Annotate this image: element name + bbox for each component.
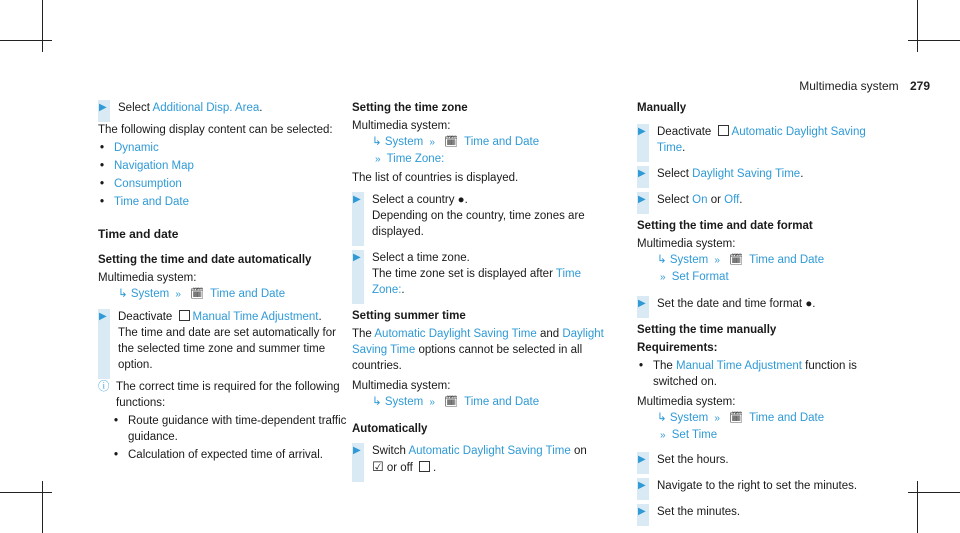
nav-hook-icon: ↳ (372, 136, 382, 148)
nav-time-and-date[interactable]: Time and Date (749, 254, 825, 266)
calendar-icon: 🗓 (444, 396, 459, 408)
step: ▶ Select Additional Disp. Area. (98, 100, 348, 116)
subsection-heading: Setting the time manually (637, 324, 777, 336)
list-item: • Consumption (100, 178, 182, 190)
header-title: Multimedia system (799, 79, 899, 93)
requirements-label: Requirements: (637, 342, 718, 354)
bullet-icon: • (114, 415, 119, 427)
calendar-icon: 🗓 (444, 136, 459, 148)
paragraph: The Automatic Daylight Saving Time and Daylight Saving Time options cannot be selected in all countries. (352, 328, 604, 372)
link-additional-disp-area[interactable]: Additional Disp. Area (152, 102, 260, 114)
arrow-icon: ▶ (99, 311, 107, 322)
nav-time-and-date[interactable]: Time and Date (464, 136, 540, 148)
page-number: 279 (909, 79, 930, 93)
arrow-icon: ▶ (353, 252, 361, 263)
subsection-heading: Setting summer time (352, 310, 466, 322)
column-3 (637, 100, 897, 526)
link-automatic-dst[interactable]: Automatic Daylight Saving Time (408, 445, 571, 457)
bullet-icon: • (639, 360, 644, 372)
nav-time-and-date[interactable]: Time and Date (464, 396, 540, 408)
list-item: • The Manual Time Adjustment function is switched on. (639, 360, 857, 388)
double-chevron-icon: » (175, 289, 181, 300)
nav-time-and-date[interactable]: Time and Date (749, 412, 825, 424)
calendar-icon: 🗓 (729, 412, 744, 424)
list-item: • Time and Date (100, 196, 189, 208)
nav-system[interactable]: System (130, 288, 170, 300)
arrow-icon: ▶ (353, 445, 361, 456)
crop-mark (917, 0, 918, 52)
step: ▶ Navigate to the right to set the minutes. (637, 478, 897, 494)
crop-mark (908, 492, 960, 493)
link-off[interactable]: Off (724, 194, 740, 206)
nav-path (637, 427, 897, 444)
crop-mark (42, 481, 43, 533)
section-heading: Time and date (98, 227, 179, 241)
nav-system[interactable]: System (669, 254, 709, 266)
paragraph: The list of countries is displayed. (352, 172, 519, 184)
arrow-icon: ▶ (638, 480, 646, 491)
step: ▶ Switch Automatic Daylight Saving Time on ☑ or off . (352, 443, 614, 476)
double-chevron-icon: » (714, 255, 720, 266)
radio-dot-icon: ● (805, 298, 813, 310)
nav-hook-icon: ↳ (657, 254, 667, 266)
column-1 (98, 100, 348, 465)
nav-set-format[interactable]: Set Format (671, 271, 729, 283)
nav-path (98, 286, 348, 303)
step: ▶ Set the hours. (637, 452, 897, 468)
page-header (799, 78, 930, 94)
nav-path (637, 410, 897, 427)
link-dst[interactable]: Daylight Saving Time (692, 168, 801, 180)
option-list (98, 140, 348, 210)
crop-mark (42, 0, 43, 52)
step: ▶ Select Daylight Saving Time. (637, 166, 897, 182)
bullet-icon: • (100, 142, 105, 154)
nav-path (637, 252, 897, 269)
checked-box-icon: ☑ (372, 459, 384, 474)
double-chevron-icon: » (429, 397, 435, 408)
subsection-heading: Setting the time zone (352, 102, 468, 114)
double-chevron-icon: » (375, 154, 381, 165)
crop-mark (0, 492, 52, 493)
checkbox-icon (419, 461, 430, 472)
bullet-icon: • (100, 196, 105, 208)
bullet-icon: • (100, 178, 105, 190)
arrow-icon: ▶ (638, 126, 646, 137)
menu-label: Multimedia system: (352, 380, 451, 392)
arrow-icon: ▶ (638, 506, 646, 517)
double-chevron-icon: » (660, 430, 666, 441)
list-item: • Route guidance with time-dependent traffic guidance. (114, 415, 347, 443)
nav-path (352, 134, 614, 151)
arrow-icon: ▶ (638, 194, 646, 205)
nav-system[interactable]: System (384, 136, 424, 148)
bullet-icon: • (114, 449, 119, 461)
step: ▶ Deactivate Manual Time Adjustment. The time and date are set automatically for the selected time zone and summer time option. (98, 309, 348, 373)
subsection-heading: Automatically (352, 423, 428, 435)
link-time-zone[interactable]: Time Zone: (372, 268, 582, 296)
arrow-icon: ▶ (638, 298, 646, 309)
radio-dot-icon: ● (457, 194, 465, 206)
double-chevron-icon: » (429, 137, 435, 148)
menu-label: Multimedia system: (637, 238, 736, 250)
menu-label: Multimedia system: (98, 272, 197, 284)
crop-mark (908, 40, 960, 41)
arrow-icon: ▶ (353, 194, 361, 205)
nav-path (637, 269, 897, 286)
list-item: • Dynamic (100, 142, 159, 154)
step: ▶ Select a country ●. Depending on the country, time zones are displayed. (352, 192, 614, 240)
nav-hook-icon: ↳ (657, 412, 667, 424)
link-manual-time-adjustment[interactable]: Manual Time Adjustment (676, 360, 802, 372)
subsection-heading: Manually (637, 102, 687, 114)
nav-time-and-date[interactable]: Time and Date (210, 288, 286, 300)
crop-mark (0, 40, 52, 41)
subsection-heading: Setting the time and date format (637, 220, 813, 232)
double-chevron-icon: » (660, 272, 666, 283)
link-automatic-dst[interactable]: Automatic Daylight Saving Time (657, 126, 866, 154)
info-note: ⓘ The correct time is required for the following functions: • Route guidance with time-dependent traffic guidance. • Calculation of expected time of arrival. (98, 381, 347, 461)
arrow-icon: ▶ (638, 168, 646, 179)
nav-system[interactable]: System (384, 396, 424, 408)
nav-set-time[interactable]: Set Time (671, 429, 718, 441)
subsection-heading: Setting the time and date automatically (98, 254, 312, 266)
nav-path (352, 394, 614, 411)
menu-label: Multimedia system: (352, 120, 451, 132)
list-item: • Calculation of expected time of arrival. (114, 449, 323, 461)
link-manual-time-adjustment[interactable]: Manual Time Adjustment (192, 311, 319, 323)
step: ▶ Select On or Off. (637, 192, 897, 208)
nav-time-zone[interactable]: Time Zone: (386, 153, 445, 165)
nav-system[interactable]: System (669, 412, 709, 424)
nav-hook-icon: ↳ (118, 288, 128, 300)
step: ▶ Set the minutes. (637, 504, 897, 520)
checkbox-icon (718, 125, 729, 136)
step: ▶ Deactivate Automatic Daylight Saving Time. (637, 124, 897, 156)
step: ▶ Select a time zone. The time zone set is displayed after Time Zone:. (352, 250, 614, 298)
step: ▶ Set the date and time format ●. (637, 296, 897, 312)
nav-path (352, 151, 614, 168)
checkbox-icon (179, 310, 190, 321)
double-chevron-icon: » (714, 413, 720, 424)
arrow-icon: ▶ (99, 102, 107, 113)
nav-hook-icon: ↳ (372, 396, 382, 408)
arrow-icon: ▶ (638, 454, 646, 465)
bullet-icon: • (100, 160, 105, 172)
menu-label: Multimedia system: (637, 396, 736, 408)
crop-mark (917, 481, 918, 533)
paragraph: The following display content can be selected: (98, 124, 333, 136)
calendar-icon: 🗓 (729, 254, 744, 266)
info-icon: ⓘ (98, 381, 110, 393)
list-item: • Navigation Map (100, 160, 194, 172)
calendar-icon: 🗓 (190, 288, 205, 300)
link-on[interactable]: On (692, 194, 708, 206)
column-2 (352, 100, 614, 482)
